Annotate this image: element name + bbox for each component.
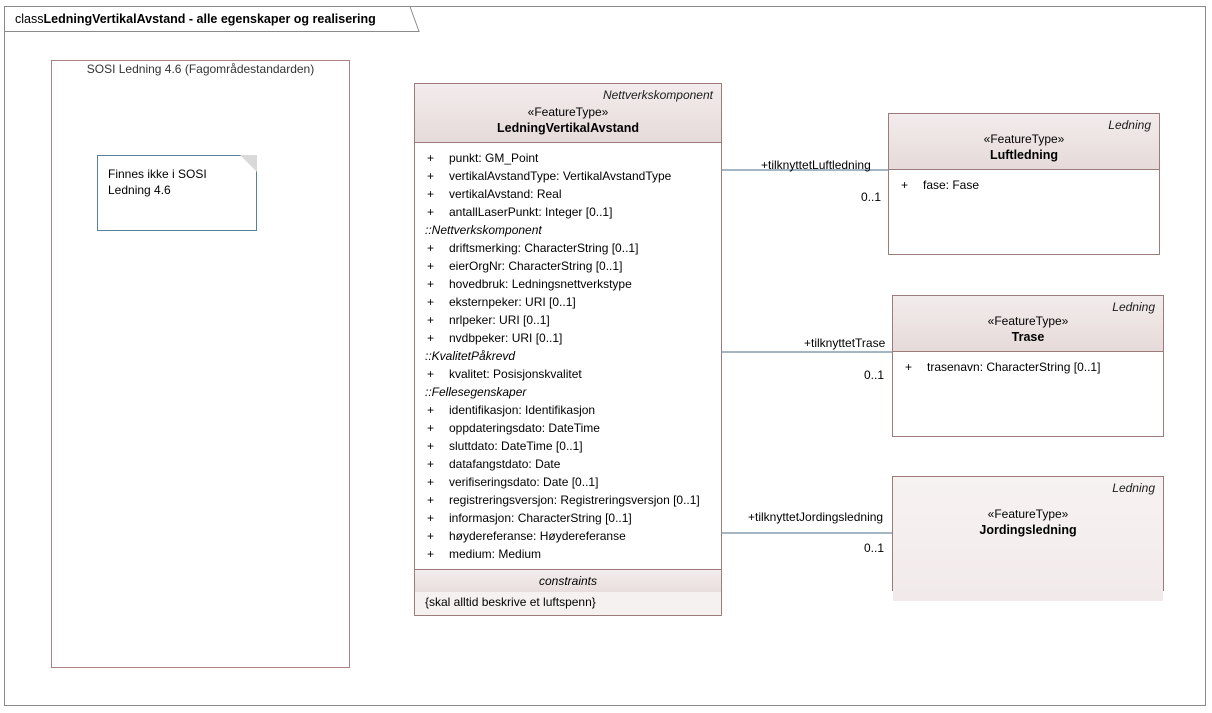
connector-multiplicity-luftledning: 0..1 [861,190,882,204]
note-box[interactable] [97,155,257,231]
attribute-text: nvdbpeker: URI [0..1] [449,331,563,345]
attribute-row [415,437,721,455]
class-package-name: Nettverkskomponent [602,88,713,102]
class-name: Trase [1011,330,1045,344]
class-stereotype: «FeatureType» [983,132,1065,146]
attribute-row [415,203,721,221]
class-package-name: Ledning [1112,300,1155,314]
visibility-marker: + [427,457,435,471]
class-jordingsledning[interactable] [892,476,1164,591]
attribute-row [889,176,1159,194]
diagram-title-tab [4,6,403,32]
class-attributes [893,352,1163,382]
attribute-group-kvalitetpaakrevd: ::KvalitetPåkrevd [425,349,516,363]
class-stereotype: «FeatureType» [987,507,1069,521]
visibility-marker: + [427,205,435,219]
class-attributes [889,170,1159,200]
note-fold-icon [240,155,257,172]
attribute-text: informasjon: CharacterString [0..1] [449,511,632,525]
class-name: Luftledning [989,148,1059,162]
class-header [893,296,1163,352]
attribute-text: medium: Medium [449,547,542,561]
attribute-row [415,257,721,275]
attribute-group-nettverkskomponent: ::Nettverkskomponent [425,223,542,237]
attribute-row [415,545,721,563]
attribute-text: datafangstdato: Date [449,457,561,471]
visibility-marker: + [427,169,435,183]
note-text: Finnes ikke i SOSI Ledning 4.6 [108,167,207,197]
attribute-text: identifikasjon: Identifikasjon [449,403,596,417]
visibility-marker: + [427,529,435,543]
attribute-text: høydereferanse: Høydereferanse [449,529,626,543]
connector-role-luftledning: +tilknyttetLuftledning [761,158,871,172]
class-package-name: Ledning [1112,481,1155,495]
visibility-marker: + [427,241,435,255]
visibility-marker: + [427,421,435,435]
class-header [893,477,1163,601]
visibility-marker: + [427,475,435,489]
attribute-row [415,185,721,203]
connector-multiplicity-jordingsledning: 0..1 [864,541,885,555]
attribute-row [415,473,721,491]
attribute-row [415,365,721,383]
class-trase[interactable] [892,295,1164,437]
attribute-row [415,419,721,437]
attribute-text: hovedbruk: Ledningsnettverkstype [449,277,632,291]
visibility-marker: + [427,439,435,453]
attribute-row [415,455,721,473]
class-header [415,84,721,143]
attribute-row [415,167,721,185]
attribute-text: vertikalAvstand: Real [449,187,562,201]
visibility-marker: + [427,547,435,561]
visibility-marker: + [427,511,435,525]
visibility-marker: + [901,178,909,192]
diagram-title-prefix: class [15,12,44,26]
visibility-marker: + [427,367,435,381]
attribute-row [415,491,721,509]
visibility-marker: + [427,187,435,201]
class-luftledning[interactable] [888,113,1160,255]
visibility-marker: + [427,259,435,273]
class-attributes [415,143,721,569]
class-package-name: Ledning [1108,118,1151,132]
attribute-row [415,311,721,329]
connector-role-trase: +tilknyttetTrase [804,336,886,350]
package-label: SOSI Ledning 4.6 (Fagområdestandarden) [86,62,315,76]
constraints-header: constraints [415,569,721,592]
attribute-row [415,149,721,167]
attribute-text: registreringsversjon: Registreringsversjon [0..1] [449,493,700,507]
attribute-row [415,329,721,347]
attribute-text: kvalitet: Posisjonskvalitet [449,367,582,381]
connector-multiplicity-trase: 0..1 [864,368,885,382]
attribute-text: verifiseringsdato: Date [0..1] [449,475,599,489]
class-name: LedningVertikalAvstand [497,121,639,135]
attribute-text: sluttdato: DateTime [0..1] [449,439,583,453]
class-stereotype: «FeatureType» [527,105,609,119]
connector-role-jordingsledning: +tilknyttetJordingsledning [748,510,884,524]
attribute-row [415,401,721,419]
package-container[interactable] [51,60,350,668]
visibility-marker: + [427,277,435,291]
attribute-text: trasenavn: CharacterString [0..1] [927,360,1101,374]
attribute-group-fellesegenskaper: ::Fellesegenskaper [425,385,527,399]
class-stereotype: «FeatureType» [987,314,1069,328]
attribute-text: nrlpeker: URI [0..1] [449,313,550,327]
attribute-text: vertikalAvstandType: VertikalAvstandType [449,169,672,183]
visibility-marker: + [427,403,435,417]
attribute-row [893,358,1163,376]
attribute-row [415,275,721,293]
attribute-row [415,527,721,545]
class-name: Jordingsledning [979,523,1077,537]
visibility-marker: + [427,295,435,309]
visibility-marker: + [427,331,435,345]
attribute-text: eksternpeker: URI [0..1] [449,295,576,309]
attribute-row [415,239,721,257]
visibility-marker: + [427,313,435,327]
attribute-text: fase: Fase [923,178,980,192]
attribute-text: eierOrgNr: CharacterString [0..1] [449,259,623,273]
visibility-marker: + [427,493,435,507]
attribute-row [415,293,721,311]
diagram-title: LedningVertikalAvstand - alle egenskaper og realisering [43,12,376,26]
visibility-marker: + [905,360,913,374]
visibility-marker: + [427,151,435,165]
attribute-row [415,509,721,527]
attribute-text: driftsmerking: CharacterString [0..1] [449,241,639,255]
attribute-text: oppdateringsdato: DateTime [449,421,600,435]
attribute-text: antallLaserPunkt: Integer [0..1] [449,205,613,219]
attribute-text: punkt: GM_Point [449,151,539,165]
class-header [889,114,1159,170]
constraints-text: {skal alltid beskrive et luftspenn} [415,592,721,615]
class-ledningvertikalavstand[interactable] [414,83,722,616]
